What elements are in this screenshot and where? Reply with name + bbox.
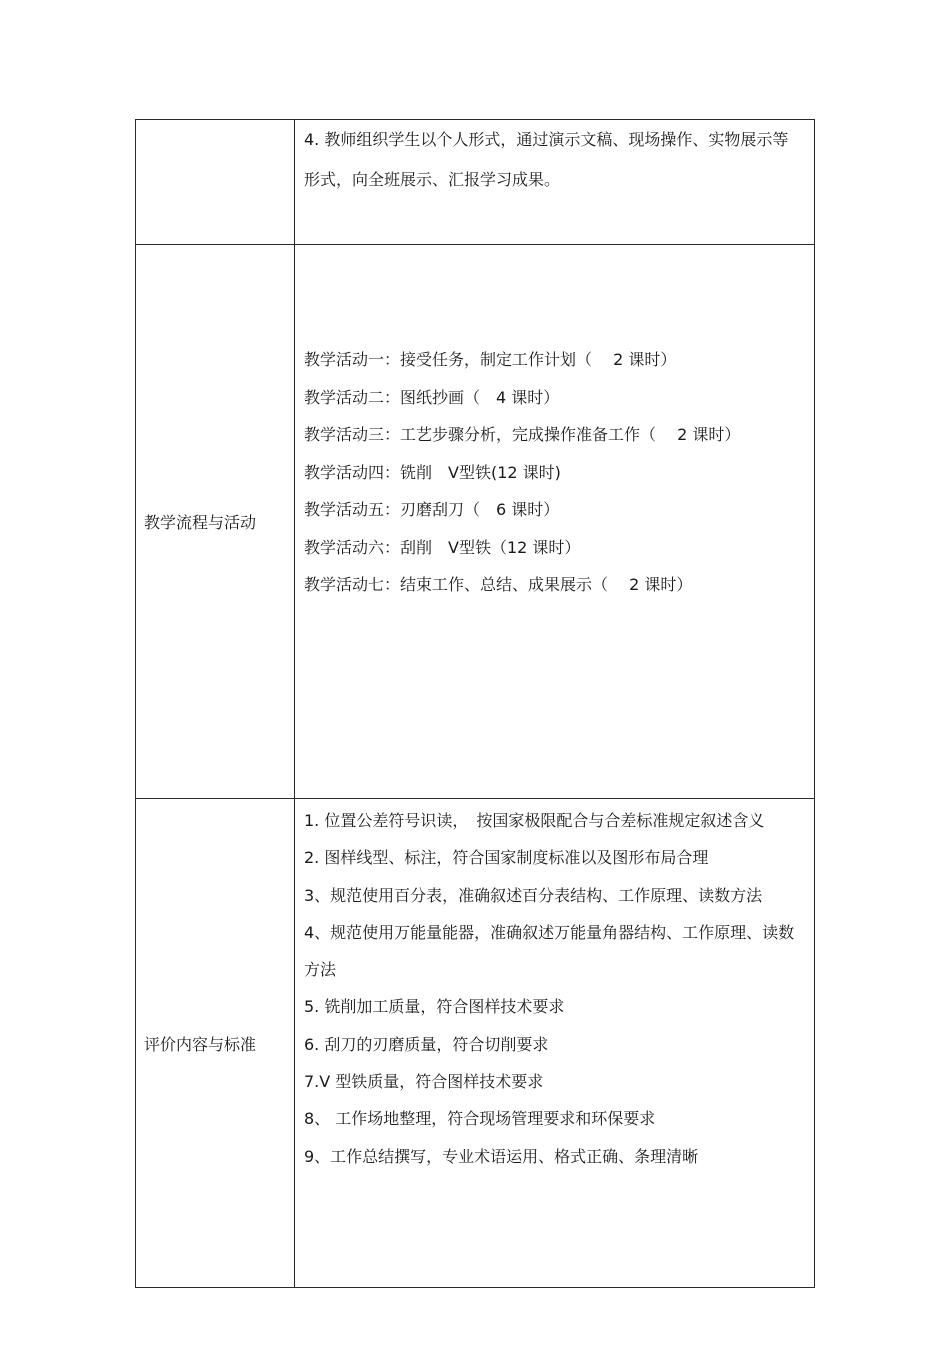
- list-item: 5. 铣削加工质量，符合图样技术要求: [304, 997, 565, 1017]
- row-label-evaluation-criteria: 评价内容与标准: [136, 799, 295, 1288]
- row-content-presentation: [295, 120, 815, 245]
- table-row-assessment-presentation: [136, 120, 815, 245]
- list-item: 8、 工作场地整理，符合现场管理要求和环保要求: [304, 1109, 656, 1129]
- curriculum-table: [135, 119, 815, 1288]
- table-row-teaching-activities: [136, 245, 815, 799]
- list-item: 1. 位置公差符号识读， 按国家极限配合与合差标准规定叙述含义: [304, 811, 765, 830]
- row-label-teaching-activities: 教学流程与活动: [136, 245, 295, 799]
- list-item: 9、工作总结撰写，专业术语运用、格式正确、条理清晰: [304, 1146, 699, 1166]
- list-item: 教学活动二：图纸抄画（ 4 课时）: [304, 387, 560, 407]
- list-item: 教学活动三：工艺步骤分析，完成操作准备工作（ 2 课时）: [304, 425, 741, 444]
- list-item: 教学活动五：刃磨刮刀（ 6 课时）: [304, 500, 560, 519]
- list-item: 教学活动七：结束工作、总结、成果展示（ 2 课时）: [304, 575, 693, 594]
- list-item: 6. 刮刀的刃磨质量，符合切削要求: [304, 1034, 549, 1054]
- list-item: 教学活动四：铣削 V型铁(12 课时): [304, 462, 561, 482]
- list-item: 教学活动一：接受任务，制定工作计划（ 2 课时）: [304, 350, 677, 369]
- list-item: 3、规范使用百分表，准确叙述百分表结构、工作原理、读数方法: [304, 885, 763, 905]
- row-label-empty: [136, 120, 295, 245]
- list-item: 4、规范使用万能量能器，准确叙述万能量角器结构、工作原理、读数方法: [304, 922, 795, 980]
- table-row-evaluation-criteria: [136, 799, 815, 1288]
- list-item: 教学活动六：刮削 V型铁（12 课时）: [304, 537, 581, 557]
- evaluation-criteria-list: [295, 799, 815, 1288]
- teaching-activities-list: [295, 245, 815, 799]
- list-item: 2. 图样线型、标注，符合国家制度标准以及图形布局合理: [304, 848, 709, 868]
- presentation-text: 4. 教师组织学生以个人形式，通过演示文稿、现场操作、实物展示等形式，向全班展示、汇报学习成果。: [304, 130, 789, 189]
- list-item: 7.V 型铁质量，符合图样技术要求: [304, 1072, 544, 1092]
